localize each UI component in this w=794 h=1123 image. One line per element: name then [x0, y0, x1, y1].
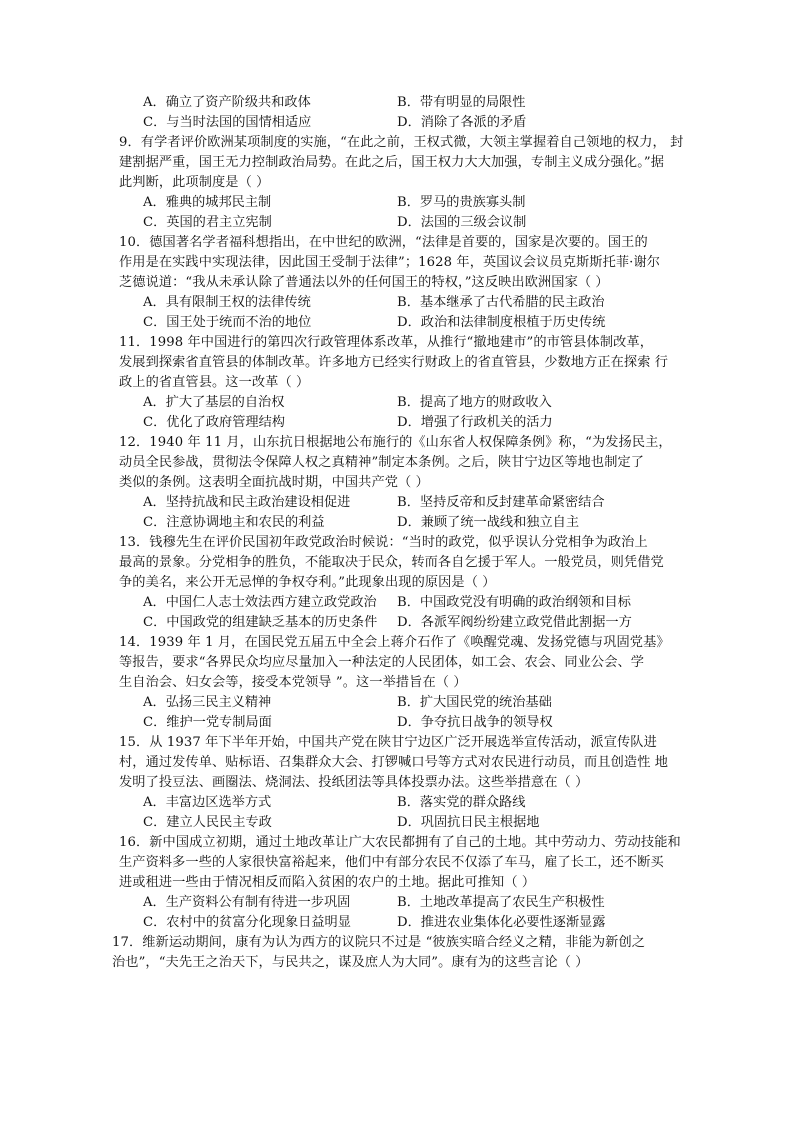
q9-option-c: C．英国的君主立宪制 — [143, 215, 272, 230]
q14-stem-line: 生自治会、妇女会等，接受本党领导 ”。这一举措旨在（ ） — [119, 675, 467, 690]
q12-stem-line: 动员全民参战，贯彻法令保障人权之真精神”制定本条例。之后，陕甘宁边区等地也制定了 — [119, 455, 645, 470]
q9-stem-line: 建割据严重，国王无力控制政治局势。在此之后，国王权力大大加强，专制主义成分强化。”据 — [119, 155, 665, 170]
q11-option-c: C．优化了政府管理结构 — [143, 415, 285, 430]
q15-option-d: D．巩固抗日民主根据地 — [397, 815, 540, 830]
q8-option-c: C．与当时法国的国情相适应 — [143, 115, 312, 130]
q16-option-b: B．土地改革提高了农民生产积极性 — [397, 895, 605, 910]
q16-stem-line: 16．新中国成立初期，通过土地改革让广大农民都拥有了自己的土地。其中劳动力、劳动技能和 — [119, 835, 681, 850]
q10-option-d: D．政治和法律制度根植于历史传统 — [397, 315, 606, 330]
q10-option-b: B．基本继承了古代希腊的民主政治 — [397, 295, 605, 310]
q15-stem-line: 村，通过发传单、贴标语、召集群众大会、打锣喊口号等方式对农民进行动员，而且创造性 地 — [119, 755, 669, 770]
q11-option-a: A．扩大了基层的自治权 — [143, 395, 285, 410]
q8-option-d: D．消除了各派的矛盾 — [397, 115, 527, 130]
q9-option-b: B．罗马的贵族寡头制 — [397, 195, 526, 210]
q12-option-c: C．注意协调地主和农民的利益 — [143, 515, 325, 530]
q17-stem-line: 17．维新运动期间，康有为认为西方的议院只不过是 “彼族实暗合经义之精，非能为新创之 — [112, 935, 646, 950]
q14-option-b: B．扩大国民党的统治基础 — [397, 695, 552, 710]
q13-stem-line: 13．钱穆先生在评价民国初年政党政治时候说：“当时的政党，似乎误认分党相争为政治上 — [119, 535, 648, 550]
q13-option-c: C．中国政党的组建缺乏基本的历史条件 — [143, 615, 378, 630]
q11-stem-line: 发展到探索省直管县的体制改革。许多地方已经实行财政上的省直管县，少数地方正在探索 行 — [119, 355, 669, 370]
q9-option-a: A．雅典的城邦民主制 — [143, 195, 272, 210]
q11-stem-line: 政上的省直管县。这一改革（ ） — [119, 375, 310, 390]
q13-option-d: D．各派军阀纷纷建立政党借此割据一方 — [397, 615, 632, 630]
q16-stem-line: 进或租进一些由于情况相反而陷入贫困的农户的土地。据此可推知（ ） — [119, 875, 536, 890]
q13-option-b: B．中国政党没有明确的政治纲领和目标 — [397, 595, 631, 610]
q16-stem-line: 生产资料多一些的人家很快富裕起来，他们中有部分农民不仅添了车马，雇了长工，还不断买 — [119, 855, 664, 870]
q15-stem-line: 发明了投豆法、画圈法、烧洞法、投纸团法等具体投票办法。这些举措意在（ ） — [119, 775, 589, 790]
q8-option-b: B．带有明显的局限性 — [397, 95, 526, 110]
q10-stem-line: 作用是在实践中实现法律，因此国王受制于法律”；1628 年，英国议会议员克斯斯托菲·谢尔 — [119, 255, 661, 270]
q16-option-a: A．生产资料公有制有待进一步巩固 — [143, 895, 351, 910]
q9-stem-line: 此判断，此项制度是（ ） — [119, 175, 270, 190]
q9-option-d: D．法国的三级会议制 — [397, 215, 527, 230]
q11-stem-line: 11．1998 年中国进行的第四次行政管理体系改革，从推行“撤地建市”的市管县体制改革， — [119, 335, 653, 350]
q14-stem-line: 等报告，要求“各界民众均应尽量加入一种法定的人民团体，如工会、农会、同业公会、学 — [119, 655, 645, 670]
q15-option-c: C．建立人民民主专政 — [143, 815, 272, 830]
q13-stem-line: 争的美名，来公开无忌惮的争权夺利。”此现象出现的原因是（ ） — [119, 575, 496, 590]
q14-option-a: A．弘扬三民主义精神 — [143, 695, 272, 710]
q12-stem-line: 12．1940 年 11 月，山东抗日根据地公布施行的《山东省人权保障条例》称，“为发扬民主， — [119, 435, 672, 450]
q14-option-d: D．争夺抗日战争的领导权 — [397, 715, 553, 730]
q12-option-a: A．坚持抗战和民主政治建设相促进 — [143, 495, 351, 510]
q15-option-a: A．丰富边区选举方式 — [143, 795, 272, 810]
q14-stem-line: 14．1939 年 1 月，在国民党五届五中全会上蒋介石作了《唤醒党魂、发扬党德与巩固党基》 — [119, 635, 670, 650]
q10-option-c: C．国王处于统而不治的地位 — [143, 315, 312, 330]
q12-stem-line: 类似的条例。这表明全面抗战时期，中国共产党（ ） — [119, 475, 429, 490]
q11-option-b: B．提高了地方的财政收入 — [397, 395, 552, 410]
q13-option-a: A．中国仁人志士效法西方建立政党政治 — [143, 595, 377, 610]
q10-stem-line: 芝德说道：“我从未承认除了普通法以外的任何国王的特权，”这反映出欧洲国家（ ） — [119, 275, 609, 290]
q16-option-c: C．农村中的贫富分化现象日益明显 — [143, 915, 351, 930]
q12-option-b: B．坚持反帝和反封建革命紧密结合 — [397, 495, 605, 510]
q12-option-d: D．兼顾了统一战线和独立自主 — [397, 515, 580, 530]
q14-option-c: C．维护一党专制局面 — [143, 715, 272, 730]
q10-option-a: A．具有限制王权的法律传统 — [143, 295, 311, 310]
q16-option-d: D．推进农业集体化必要性逐渐显露 — [397, 915, 606, 930]
q17-stem-line: 治也”，“夫先王之治天下，与民共之，谋及庶人为大同”。康有为的这些言论（ ） — [112, 955, 589, 970]
q13-stem-line: 最高的景象。分党相争的胜负，不能取决于民众，转而各自乞援于军人。一般党员，则凭借党 — [119, 555, 664, 570]
q9-stem-line: 9．有学者评价欧洲某项制度的实施，“在此之前，王权式微，大领主掌握着自己领地的权力， 封 — [119, 135, 684, 150]
q15-option-b: B．落实党的群众路线 — [397, 795, 526, 810]
q8-option-a: A．确立了资产阶级共和政体 — [143, 95, 311, 110]
q15-stem-line: 15．从 1937 年下半年开始，中国共产党在陕甘宁边区广泛开展选举宣传活动，派宣传队进 — [119, 735, 657, 750]
q10-stem-line: 10．德国著名学者福科想指出，在中世纪的欧洲，“法律是首要的，国家是次要的。国王的 — [119, 235, 648, 250]
q11-option-d: D．增强了行政机关的活力 — [397, 415, 553, 430]
